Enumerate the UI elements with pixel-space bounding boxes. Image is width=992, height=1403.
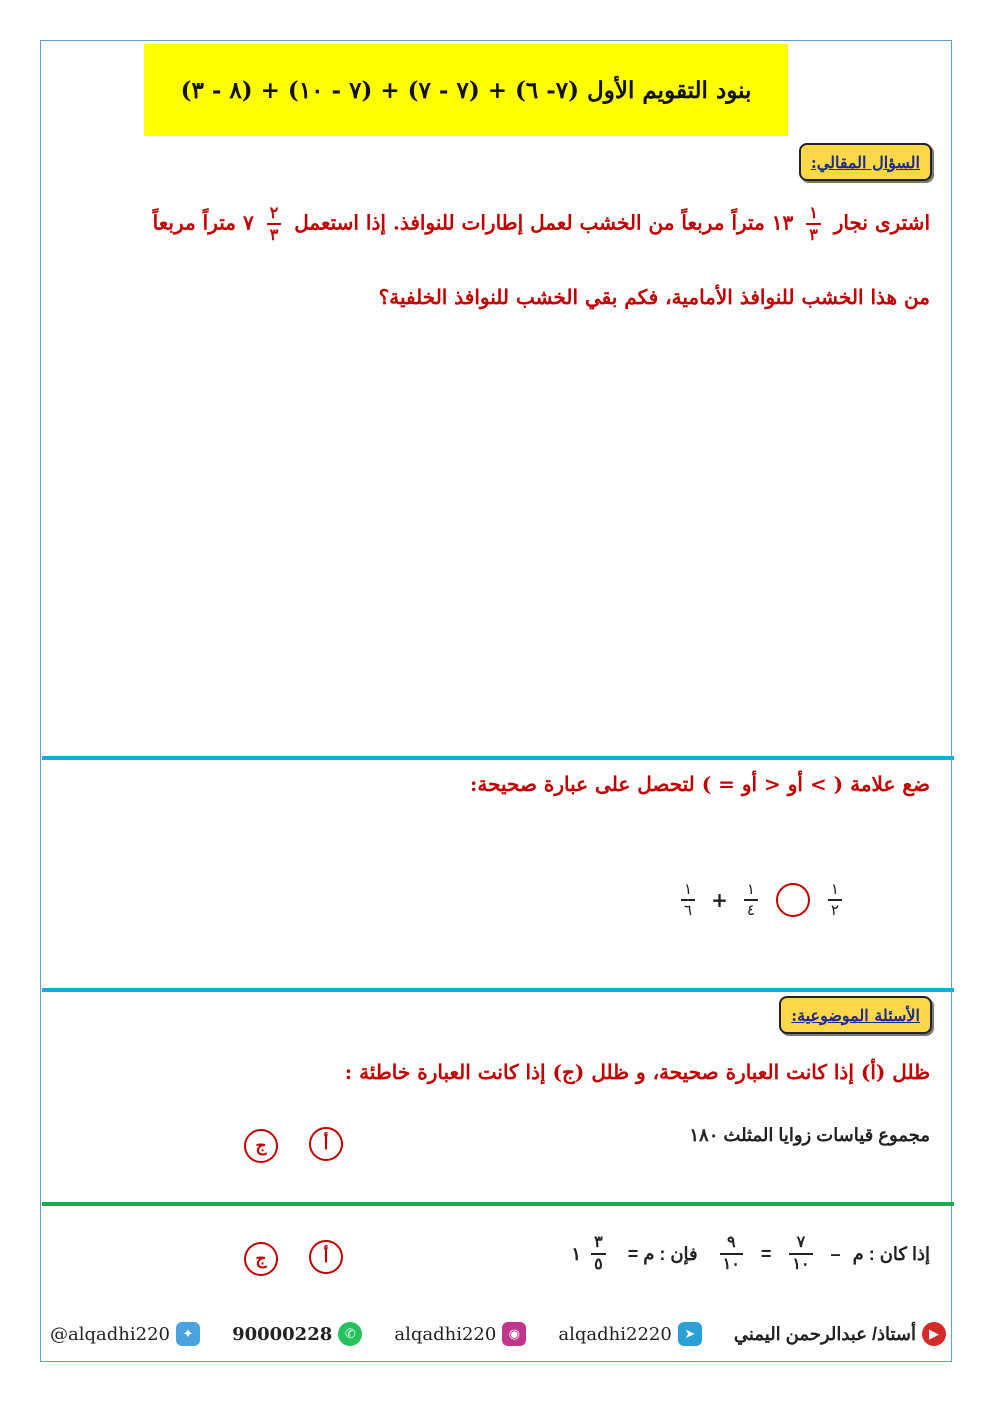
choice-false-circle[interactable]: ج	[244, 1242, 278, 1276]
fraction: $\frac{٢}{٣}$	[267, 205, 282, 243]
twitter-icon: ✦	[176, 1322, 200, 1346]
objective-question-2: إذا كان : م – $\frac{٧}{١٠}$ = $\frac{٩}{١٠}$ فإن : م = $\frac{٣}{٥}$ ١	[571, 1234, 930, 1273]
essay-question-label	[799, 143, 932, 181]
section-divider	[42, 1202, 954, 1206]
section-divider	[42, 988, 954, 992]
plus-sign: +	[711, 888, 728, 912]
section-divider	[42, 756, 954, 760]
objective-instruction: ظلل (أ) إذا كانت العبارة صحيحة، و ظلل (ج) إذا كانت العبارة خاطئة :	[344, 1060, 930, 1084]
whole-number: ١٣	[771, 210, 794, 235]
essay-question-line-1	[153, 205, 930, 243]
compare-instruction: ضع علامة ( > أو < أو = ) لتحصل على عبارة صحيحة:	[469, 772, 930, 796]
fraction: $\frac{٣}{٥}$	[591, 1235, 606, 1273]
instagram-icon: ◉	[502, 1322, 526, 1346]
page-title-box	[144, 44, 788, 136]
instagram-contact[interactable]: alqadhi220 ◉	[394, 1322, 526, 1346]
whole-number: ٧	[242, 210, 254, 235]
essay-question-line-2: من هذا الخشب للنوافذ الأمامية، فكم بقي الخشب للنوافذ الخلفية؟	[378, 285, 930, 309]
teacher-contact[interactable]: أستاذ/ عبدالرحمن اليمني ▶	[734, 1322, 946, 1346]
essay-text: اشترى نجار	[833, 210, 930, 235]
essay-label-text: السؤال المقالي:	[810, 152, 920, 172]
comparison-answer-circle[interactable]	[776, 883, 810, 917]
objective-question-1: مجموع قياسات زوايا المثلث ١٨٠	[689, 1125, 930, 1145]
compare-expression	[675, 882, 848, 918]
telegram-icon: ➤	[678, 1322, 702, 1346]
whatsapp-contact[interactable]: 90000228 ✆	[232, 1322, 362, 1346]
twitter-contact[interactable]: @alqadhi220 ✦	[50, 1322, 200, 1346]
fraction-left: $\frac{١}{٦}$	[681, 882, 695, 918]
fraction-right: $\frac{١}{٢}$	[828, 882, 842, 918]
answer-space[interactable]	[50, 340, 940, 745]
fraction: $\frac{٧}{١٠}$	[789, 1235, 812, 1273]
fraction-middle: $\frac{١}{٤}$	[744, 882, 758, 918]
page-title: بنود التقويم الأول (٧- ٦) + (٧ - ٧) + (٧ - ١٠) + (٨ - ٣)	[180, 76, 752, 104]
essay-text: متراً مربعاً	[152, 210, 236, 235]
fraction: $\frac{٩}{١٠}$	[720, 1235, 743, 1273]
telegram-contact[interactable]: alqadhi2220 ➤	[558, 1322, 701, 1346]
fraction: $\frac{١}{٣}$	[806, 205, 821, 243]
choice-true-circle[interactable]: أ	[309, 1240, 343, 1274]
objective-questions-label: الأسئلة الموضوعية:	[779, 996, 932, 1034]
choice-true-circle[interactable]: أ	[309, 1127, 343, 1161]
whatsapp-icon: ✆	[338, 1322, 362, 1346]
choice-false-circle[interactable]: ج	[244, 1129, 278, 1163]
footer-contacts	[50, 1318, 946, 1350]
youtube-icon: ▶	[922, 1322, 946, 1346]
essay-text: متراً مربعاً من الخشب لعمل إطارات للنوافذ. إذا استعمل	[294, 210, 765, 235]
